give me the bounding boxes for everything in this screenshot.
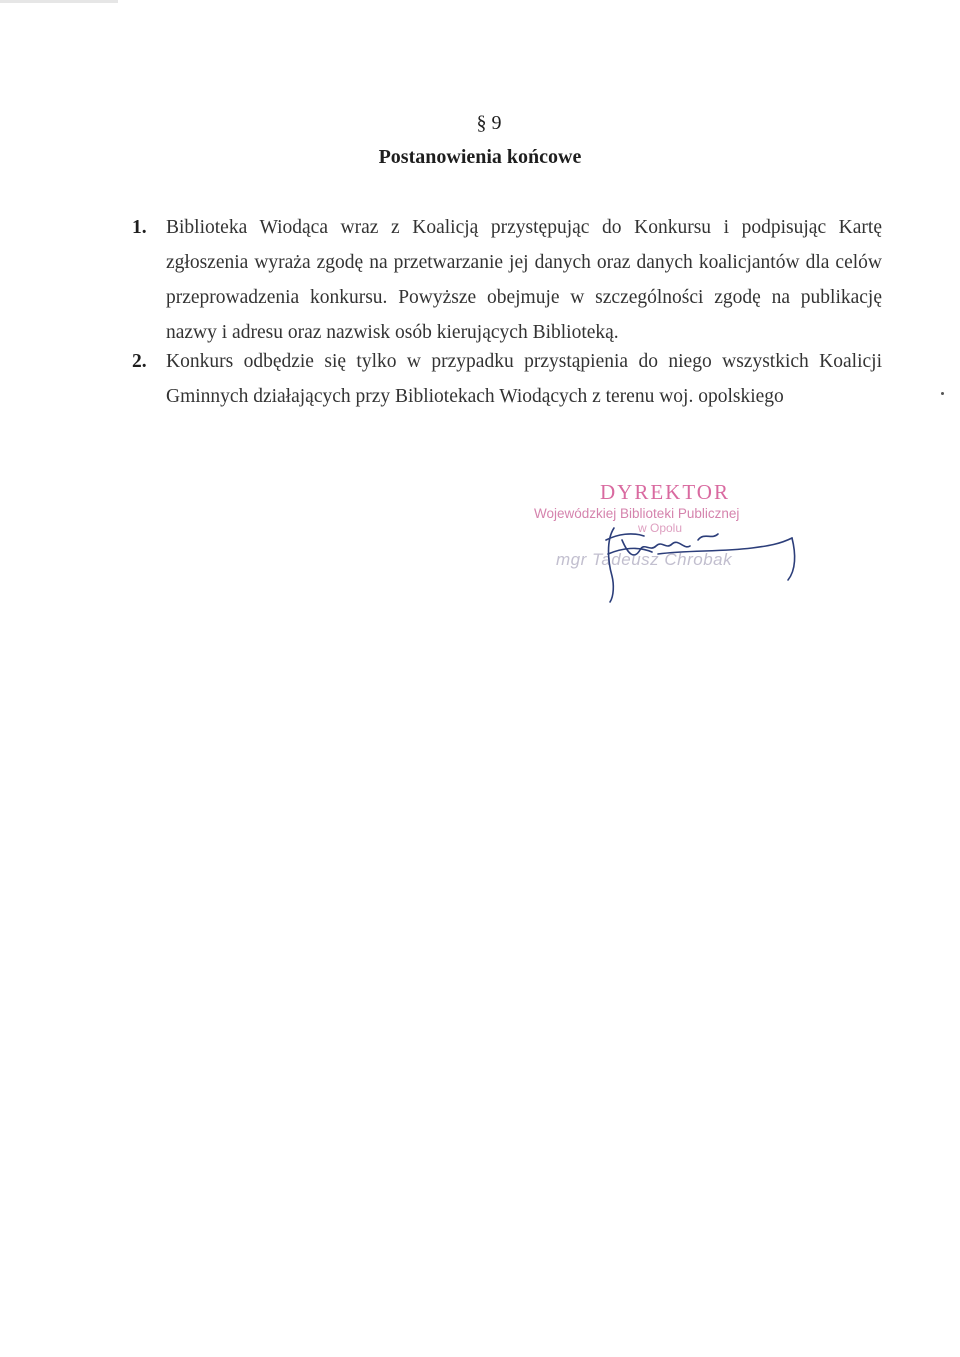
section-number: § 9 <box>476 112 502 134</box>
stray-dot <box>941 392 944 395</box>
stamp-signatory: mgr Tadeusz Chrobak <box>556 550 733 569</box>
scan-edge-mark <box>0 0 118 3</box>
section-title: Postanowienia końcowe <box>378 146 582 168</box>
stamp-title: DYREKTOR <box>600 480 730 504</box>
clause-1 <box>132 210 882 350</box>
stamp-organization: Wojewódzkiej Biblioteki Publicznej <box>534 506 740 521</box>
handwritten-signature <box>548 510 808 620</box>
clause-2-number: 2. <box>132 351 147 372</box>
clause-1-text: Biblioteka Wiodąca wraz z Koalicją przystępując do Konkursu i podpisując Kartę zgłoszenia wyraża zgodę na przetwarzanie jej danych oraz danych koalicjantów dla celów przeprowadzenia konkursu. Powyższe obejmuje w szczególności zgodę na publikację nazwy i adresu oraz nazwisk osób kierujących Biblioteką. <box>166 217 882 343</box>
clause-2-text: Konkurs odbędzie się tylko w przypadku przystąpienia do niego wszystkich Koalicji Gminnych działających przy Bibliotekach Wiodących z terenu woj. opolskiego <box>166 351 882 407</box>
stamp-city: w Opolu <box>637 521 683 535</box>
clause-2 <box>132 344 882 414</box>
clause-1-number: 1. <box>132 217 147 238</box>
